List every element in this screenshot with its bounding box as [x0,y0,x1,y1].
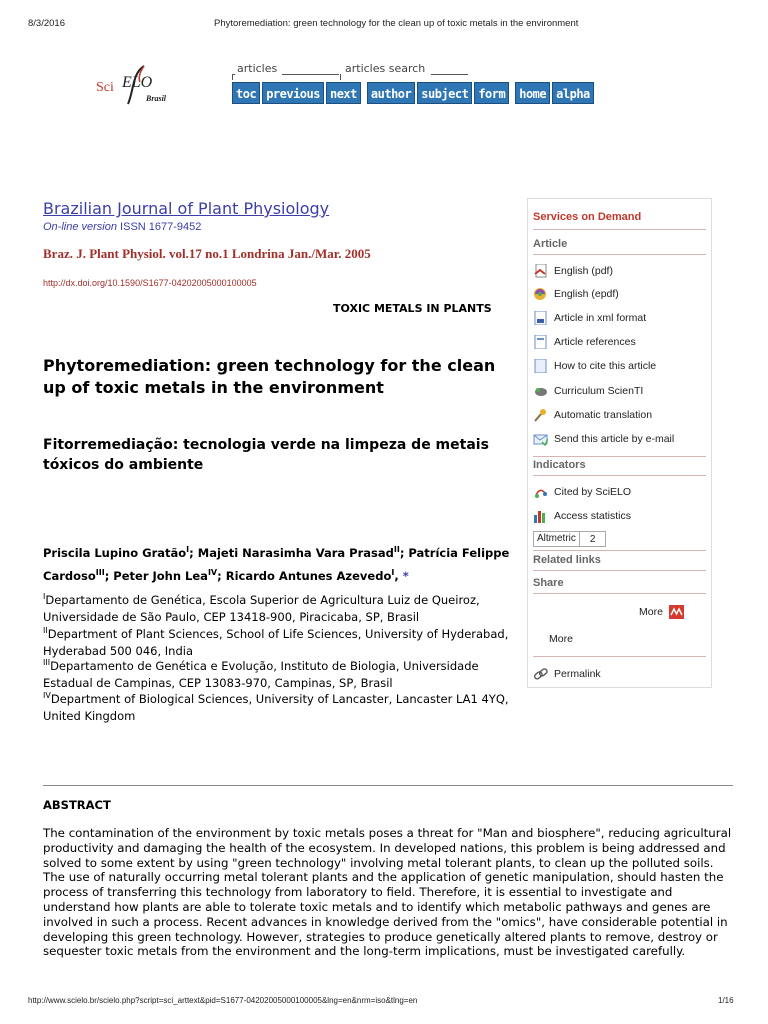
logo-elo: ELO [122,74,153,91]
xml-format-link[interactable] [533,311,646,325]
altmetric-label: Altmetric [534,532,580,546]
articles-group-frame [232,62,339,74]
affiliation-text: Department of Biological Sciences, University of Lancaster, Lancaster LA1 4YQ, United Kingdom [43,691,509,723]
cited-by-link[interactable] [533,485,631,499]
services-sidebar [527,198,712,688]
statistics-icon [533,509,548,523]
link-icon [533,667,548,681]
author-name: Patrícia Felippe Cardoso [43,545,510,583]
divider [533,593,706,594]
english-pdf-link[interactable] [533,264,613,278]
search-group-frame [340,62,468,74]
link-label: Curriculum ScienTI [554,385,644,397]
nav-toolbar [232,82,594,104]
journal-link[interactable]: Brazilian Journal of Plant Physiology [43,199,330,218]
subject-button[interactable]: subject [417,82,472,104]
references-icon [533,335,548,349]
section-divider [43,785,733,786]
link-label: Article in xml format [554,312,647,324]
page-number: 1/16 [718,996,734,1005]
affiliation-text: Department of Plant Sciences, School of Life Sciences, University of Hyderabad, Hyderabad 500 046, India [43,626,509,658]
logo-sci: Sci [96,80,114,95]
cite-article-link[interactable] [533,359,656,373]
link-label: Access statistics [554,510,632,522]
cite-icon [533,359,548,373]
altmetric-score: 2 [589,533,596,545]
abstract-text: The contamination of the environment by toxic metals poses a threat for "Man and biosphere", reducing agricultural productivity and damaging the health of the ecosystem. In developed nations, this problem is being addressed and solved to some extent by using "green technology" involving metal tolerant plants, to clean up the polluted soils. The use of naturally occurring metal tolerant plants and the application of genetic manipulation, should hasten the process of transferring this technology from laboratory to field. Therefore, it is essential to investigate and understand how plants are able to tolerate toxic metals and to identify which metabolic pathways and genes are involved in such a process. Recent advances in knowledge derived from the "omics", have considerable potential in developing this green technology. However, strategies to produce genetically altered plants to remove, destroy or sequester toxic metals from the environment and the long-term implications, must be investigated carefully. [43,826,732,959]
services-title: Services on Demand [533,211,642,223]
link-label: Article references [554,336,636,348]
author-name: Priscila Lupino Gratão [43,545,187,560]
curriculum-link[interactable] [533,384,643,398]
english-epdf-link[interactable] [533,287,619,301]
articles-buttons [232,82,361,104]
affiliation-text: Departamento de Genética, Escola Superior de Agricultura Luiz de Queiroz, Universidade de São Paulo, CEP 13418-900, Piracicaba, SP, Brasil [43,592,480,624]
epdf-icon [533,287,548,301]
articles-group-label: articles [237,62,278,75]
link-label: Cited by SciELO [554,486,632,498]
affiliation-sup: III [43,658,51,667]
translation-icon [533,408,548,422]
author-name: Ricardo Antunes Azevedo [225,568,392,583]
affiliation-sup: IV [43,691,51,700]
affiliation-text: Departamento de Genética e Evolução, Instituto de Biologia, Universidade Estadual de Campinas, CEP 13083-970, Campinas, SP, Brasil [43,658,479,690]
issn: ISSN 1677-9452 [120,221,202,233]
xml-icon [533,311,548,325]
affiliation-sup: I [43,592,46,601]
email-article-link[interactable] [533,432,674,446]
affiliation [43,588,513,626]
previous-button[interactable]: previous [262,82,324,104]
print-url: http://www.scielo.br/scielo.php?script=sci_arttext&pid=S1677-04202005000100005&lng=en&nrm=iso&tlng=en [28,996,418,1005]
author-sup: II [393,545,400,554]
altmetric-badge[interactable] [533,531,606,547]
translation-link[interactable] [533,408,652,422]
link-label: How to cite this article [554,360,657,372]
logo-country: Brasil [146,94,167,103]
divider [533,229,706,230]
divider [533,456,706,457]
divider [533,254,706,255]
print-date: 8/3/2016 [28,18,65,29]
link-label: Automatic translation [554,409,653,421]
toc-button[interactable]: toc [232,82,260,104]
citation: Braz. J. Plant Physiol. vol.17 no.1 Londrina Jan./Mar. 2005 [43,246,371,261]
affiliation [43,687,513,725]
scielo-logo[interactable] [96,64,186,110]
more-link[interactable] [549,633,573,645]
home-button[interactable]: home [515,82,550,104]
link-label: Send this article by e-mail [554,433,675,445]
share-heading: Share [533,577,564,589]
divider [533,570,706,571]
print-title: Phytoremediation: green technology for the clean up of toxic metals in the environment [214,18,579,29]
cited-icon [533,485,548,499]
permalink-link[interactable] [533,667,601,681]
article-title-en: Phytoremediation: green technology for the clean up of toxic metals in the environment [43,356,496,397]
author-name: Peter John Lea [113,568,208,583]
more-label: More [639,606,663,618]
email-icon [533,432,548,446]
link-label: Permalink [554,668,601,680]
related-links-heading: Related links [533,554,601,566]
pdf-icon [533,264,548,278]
author-sup: IV [207,567,218,577]
form-button[interactable]: form [474,82,509,104]
link-label: English (epdf) [554,288,619,300]
doi-link[interactable]: http://dx.doi.org/10.1590/S1677-04202005000100005 [43,278,257,288]
online-version-label: On-line version [43,221,117,233]
corresponding-author-link[interactable]: * [402,568,409,583]
access-statistics-link[interactable] [533,509,631,523]
link-label: English (pdf) [554,265,613,277]
author-list: Priscila Lupino Gratão$^I$; Majeti Narasimha Vara Prasad$^{II}$; Patrícia Felippe Cardoso$^{III}$; Peter John Lea$^{IV}$; Ricardo Antunes Azevedo$^I$, * [43,545,510,583]
curriculum-icon [533,384,548,398]
share-more-link[interactable] [639,605,684,619]
more-label: More [549,633,573,645]
author-sup: I [186,545,190,554]
divider [533,550,706,551]
indicators-heading: Indicators [533,459,586,471]
abstract-heading: ABSTRACT [43,798,111,812]
references-link[interactable] [533,335,636,349]
search-group-label: articles search [345,62,426,75]
article-title-pt: Fitorremediação: tecnologia verde na limpeza de metais tóxicos do ambiente [43,437,489,473]
author-name: Majeti Narasimha Vara Prasad [197,545,394,560]
author-sup: I [391,567,395,577]
share-icon [669,605,684,619]
author-button[interactable]: author [367,82,415,104]
other-buttons [515,82,594,104]
online-version [43,221,201,233]
divider [533,656,706,657]
next-button[interactable]: next [326,82,361,104]
article-heading: Article [533,238,568,250]
affiliation-sup: II [43,626,48,635]
section-heading: TOXIC METALS IN PLANTS [333,302,492,315]
author-sup: III [95,567,105,577]
divider [533,475,706,476]
alpha-button[interactable]: alpha [552,82,594,104]
search-buttons [367,82,509,104]
